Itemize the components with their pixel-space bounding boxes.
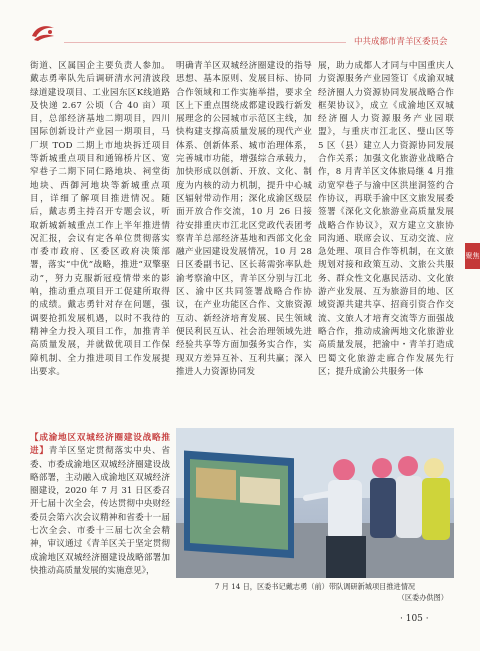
page-header [0, 0, 480, 50]
text-column-3 [318, 60, 454, 379]
side-tab: 聚焦 [465, 243, 480, 269]
section-body: 青羊区坚定贯彻落实中央、省委、市委成渝地区双城经济圈建设战略部署，主动融入成渝地区双城经济圈建设，2020 年 7 月 31 日区委召开七届十次全会，传达贯彻中央财经委员会第六次会议精神和省委十一届七次全会、市委十三届七次全会精神，审议通过《青羊区关于坚定贯彻成渝地区双城经济圈建设战略部署加快推动高质量发展的实施意见》， [30, 446, 170, 576]
header-divider [64, 42, 346, 43]
section-block [30, 432, 170, 578]
column-1-text: 街道、区属国企主要负责人参加。戴志勇率队先后调研清水河清波段绿道建设项目、工业园东区K线道路及快递 2.67 公顷（合 40 亩）项目，总部经济基地二期项目，四川国际创新设计产业园一期项目，马厂坝 TOD 二期上市地块拆迁项目等新城重点项目和通锦桥片区、宽窄巷子二期下同仁路地块、祠堂街地块、西御河地块等新城重点项目，详细了解项目推进情况。随后，戴志勇主持召开专题会议，听取新城新城重点工作上半年推进情况汇报，会议有定各单位贯彻落实市委市政府、区委区政府决策部署，落实“中优”战略，推进“双擎驱动”，努力克服新冠疫情带来的影响，推动重点项目开工促建所取得的成绩。戴志勇针对存在问题，强调要抢抓发展机遇，以时不我待的精神全力投入项目工作，加推青羊高质量发展，并就做优项目工作保障机制、全力推进项目工作发展提出要求。 [30, 61, 170, 377]
section-paragraph [30, 432, 170, 578]
party-logo-icon [30, 22, 56, 42]
page-number: · 105 · [400, 614, 429, 624]
text-column-1 [30, 60, 170, 379]
header-title: 中共成都市青羊区委员会 [354, 37, 448, 47]
photo-illustration [176, 428, 454, 578]
text-column-2 [176, 60, 312, 379]
column-2-text: 明确青羊区双城经济圈建设的指导思想、基本原则、发展目标、协同合作领域和工作实施举措，要求全区上下重点围绕成都建设践行新发展理念的公园城市示范区主线，加快构建支撑高质量发展的现代产业体系、创新体系、城市治理体系，完善城市功能，增强综合承载力，加快形成以创新、开放、文化、制度为内核的动力机制，提升中心城区辐射带动作用；深化成渝区级层面开放合作交流，10 月 26 日接待安排重庆市江北区党政代表团考察青羊总部经济基地和西部文化金融产业园建设发展情况，10 月 28 日区委副书记、区长蒋需弥率队赴渝考察渝中区，青羊区分别与江北区、渝中区共同签署战略合作协议，在产业功能区合作、文旅资源互动、新经济培育发展、民生领域便民利民互认、社会治理领域先进经验共享等方面加强务实合作，实现双方差异互补、互利共赢；深入推进人力资源协同发 [176, 61, 312, 377]
section-title: 【成渝地区双城经济圈建设战略推进】 [30, 433, 170, 457]
news-photo [176, 428, 454, 578]
photo-credit: （区委办供图） [397, 593, 448, 602]
photo-caption: 7 月 14 日，区委书记戴志勇（前）带队调研新城项目推进情况 [214, 582, 416, 591]
column-3-text: 展，助力成都人才同与中国重庆人力资源服务产业园签订《成渝双城经济圈人力资源协同发展战略合作框架协议》，成立《成渝地区双城经济圈人力资源服务产业园联盟》，与重庆市江北区、璧山区等 5 区（县）建立人力资源协同发展合作关系；加强文化旅游业战略合作，8 月青羊区文体旅局继 4 月推动宽窄巷子与渝中区洪崖洞签约合作协议，再联手渝中区文旅发展委签署《深化文化旅游业高质量发展战略合作协议》，双方建立文旅协同沟通、联席会议、互动交流、应急处理、项目合作等机制，在文旅规划对接和政策互动、文旅公共服务、群众性文化惠民活动、文化旅游产业发展、互为旅游目的地、区域资源共建共享、招商引资合作交流、文旅人才培育交流等方面强战略合作，推动成渝两地文化旅游业高质量发展，把渝中・青羊打造成巴蜀文化旅游走廊合作发展先行区；提升成渝公共服务一体 [318, 61, 454, 377]
